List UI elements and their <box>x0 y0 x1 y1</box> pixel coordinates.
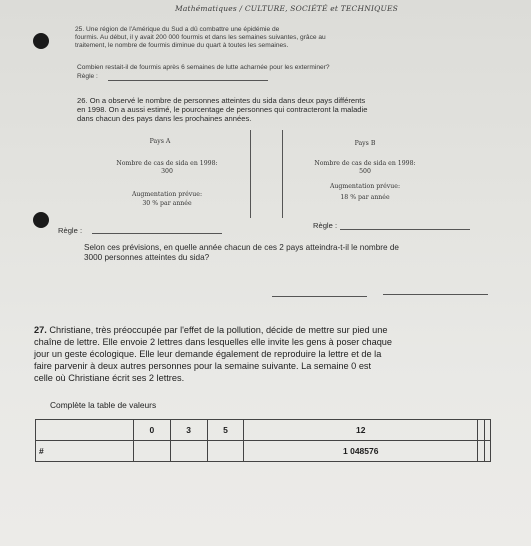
country-b-title: Pays B <box>354 140 376 147</box>
q26-rule-answer-line-left <box>92 233 222 234</box>
table-cell: # <box>36 441 134 462</box>
table-cell <box>134 441 171 462</box>
country-b-cases-label: Nombre de cas de sida en 1998: <box>314 160 416 167</box>
table-row-week <box>36 420 491 441</box>
table-divider-left <box>250 130 251 218</box>
table-cell: 0 <box>134 420 171 441</box>
country-a-increase-label: Augmentation prévue: <box>131 191 203 198</box>
binder-hole <box>33 33 49 49</box>
binder-hole <box>33 212 49 228</box>
q26-rule-label-right: Règle : <box>313 221 338 230</box>
table-cell: 5 <box>207 420 244 441</box>
table-instruction: Complète la table de valeurs <box>50 400 157 410</box>
q26-rule-answer-line-right <box>340 229 470 230</box>
q26-number: 26. <box>77 96 88 105</box>
table-cell: 1 048576 <box>244 441 478 462</box>
table-cell <box>484 441 490 462</box>
table-cell <box>36 420 134 441</box>
q25-line-2: fourmis. Au début, il y avait 200 000 fourmis et dans les semaines suivantes, grâce au <box>75 34 326 41</box>
q26-rule-label-left: Règle : <box>58 226 83 235</box>
q26-line-3: dans chacun des pays dans les prochaines années. <box>77 114 252 123</box>
table-cell: 3 <box>170 420 207 441</box>
q25-rule-label: Règle : <box>77 73 98 80</box>
table-cell <box>484 420 490 441</box>
q27-line-2: chaîne de lettre. Elle envoie 2 lettres dans lesquelles elle invite les gens à poser chaque <box>34 337 393 347</box>
q25-line-1: 25. Une région de l'Amérique du Sud a dû combattre une épidémie de <box>75 26 280 33</box>
q27-line-1: 27. Christiane, très préoccupée par l'effet de la pollution, décide de mettre sur pied une <box>34 325 388 335</box>
country-b-cases-value: 500 <box>359 168 371 175</box>
country-a-title: Pays A <box>149 138 171 145</box>
q27-line-4: faire parvenir à deux autres personnes pour la semaine suivante. La semaine 0 est <box>34 361 372 371</box>
q25-number: 25. <box>75 26 85 33</box>
q25-question: Combien restait-il de fourmis après 6 semaines de lutte acharnée pour les exterminer? <box>77 64 330 71</box>
table-cell: 12 <box>244 420 478 441</box>
country-a-increase-value: 30 % par année <box>142 200 192 207</box>
answer-line-country-a <box>272 296 367 297</box>
q27-number: 27. <box>34 325 47 335</box>
values-table <box>35 419 491 462</box>
country-a-cases-label: Nombre de cas de sida en 1998: <box>116 160 218 167</box>
q26-question-line-1: Selon ces prévisions, en quelle année chacun de ces 2 pays atteindra-t-il le nombre de <box>84 243 399 252</box>
answer-line-country-b <box>383 294 488 295</box>
q26-line-1: 26. On a observé le nombre de personnes atteintes du sida dans deux pays différents <box>77 96 366 105</box>
country-a-cases-value: 300 <box>161 168 173 175</box>
country-b-increase-value: 18 % par année <box>340 194 390 201</box>
country-b-increase-label: Augmentation prévue: <box>329 183 401 190</box>
table-cell <box>207 441 244 462</box>
page-header: Mathématiques / CULTURE, SOCIÉTÉ et TECHNIQUES <box>175 4 399 13</box>
q25-rule-answer-line <box>108 80 268 81</box>
q26-question-line-2: 3000 personnes atteintes du sida? <box>84 253 210 262</box>
q27-line-5: celle où Christiane écrit ses 2 lettres. <box>34 373 185 383</box>
table-row-count <box>36 441 491 462</box>
table-cell <box>170 441 207 462</box>
q26-line-2: en 1998. On a aussi estimé, le pourcentage de personnes qui contracteront la maladie <box>77 105 368 114</box>
q25-line-3: traitement, le nombre de fourmis diminue du quart à toutes les semaines. <box>75 42 289 49</box>
q27-line-3: jour un geste écologique. Elle leur demande également de reproduire la lettre et de la <box>34 349 382 359</box>
table-divider-right <box>282 130 283 218</box>
